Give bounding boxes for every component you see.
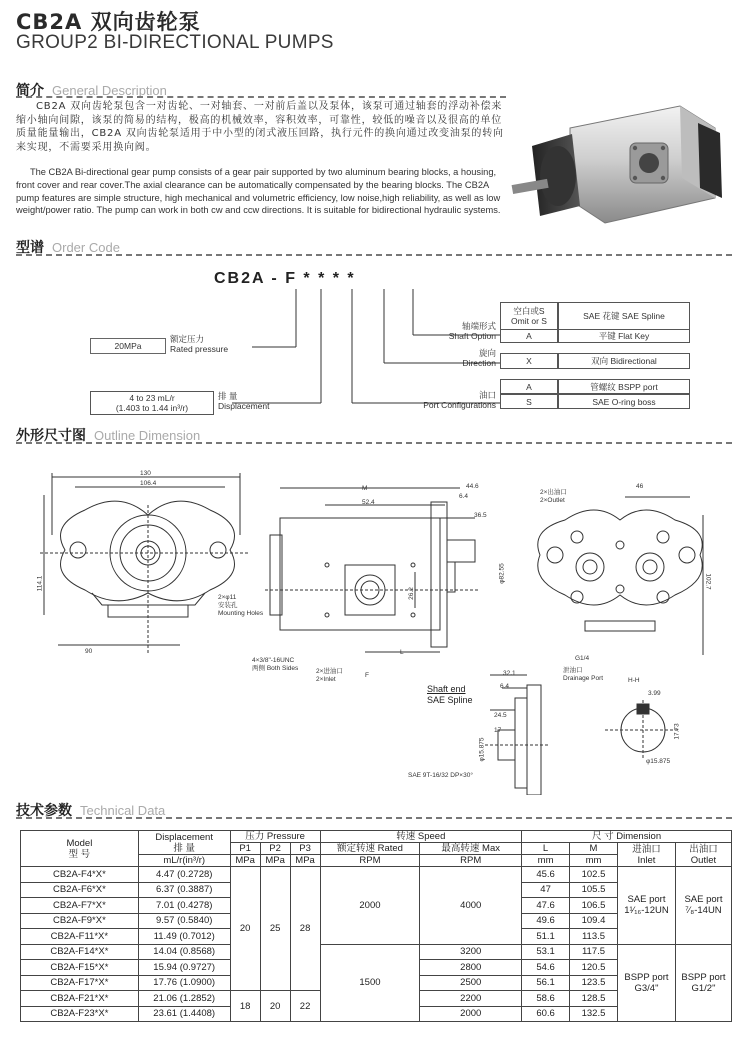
cell-rated-speed: 1500 xyxy=(320,944,420,1022)
side-view-drawing xyxy=(265,480,515,680)
cell-outlet xyxy=(675,944,731,1022)
inlet-type: SAE port xyxy=(627,894,666,906)
cell-model: CB2A-F6*X* xyxy=(21,882,139,898)
dim-24-5: 24.5 xyxy=(494,712,507,719)
inlet-label xyxy=(316,668,343,684)
shaft-code-label-en: Omit or S xyxy=(511,316,547,326)
th-disp xyxy=(138,831,230,855)
table-row xyxy=(21,867,732,883)
cell-dim-l: 49.6 xyxy=(522,913,570,929)
holes-size: 2×φ11 xyxy=(218,594,237,601)
cell-max-speed: 4000 xyxy=(420,867,522,945)
disp-range-ml: 4 to 23 mL/r xyxy=(129,393,175,403)
outlet-label xyxy=(540,489,567,505)
tech-table xyxy=(20,830,732,1022)
rotation-label-cn: 旋向 xyxy=(478,348,496,358)
outline-heading-cn: 外形尺寸图 xyxy=(16,428,86,444)
shaft-label-cn: 轴端形式 xyxy=(461,321,496,331)
displacement-value xyxy=(90,391,214,415)
cell-dim-m: 123.5 xyxy=(570,975,618,991)
cell-max-speed: 2200 xyxy=(420,991,522,1007)
port-s-desc: SAE O-ring boss xyxy=(558,394,690,409)
th-disp-unit: mL/r(in³/r) xyxy=(138,855,230,867)
dim-17-73: 17.73 xyxy=(673,723,681,740)
port-a-desc: 管螺纹 BSPP port xyxy=(558,379,690,394)
order-heading-cn: 型谱 xyxy=(16,240,44,256)
cell-inlet xyxy=(617,944,675,1022)
dim-phi-82: φ82.55 xyxy=(498,563,506,584)
cell-p1: 18 xyxy=(230,991,260,1022)
cell-dim-m: 102.5 xyxy=(570,867,618,883)
shaft-a-desc: 平键 Flat Key xyxy=(558,329,690,343)
th-dimension: 尺 寸 Dimension xyxy=(522,831,732,843)
pressure-value: 20MPa xyxy=(90,338,166,354)
holes-cn: 安装孔 xyxy=(218,602,238,609)
page-subtitle: GROUP2 BI-DIRECTIONAL PUMPS xyxy=(16,32,334,53)
sae-spline-spec: SAE 9T-16/32 DP×30° xyxy=(408,772,473,779)
th-mpa-1: MPa xyxy=(230,855,260,867)
cell-dim-l: 54.6 xyxy=(522,960,570,976)
drain-cn: 泄油口 xyxy=(563,667,583,674)
inlet-thread: G3/4" xyxy=(634,982,659,994)
dim-M: M xyxy=(362,485,368,492)
cell-model: CB2A-F17*X* xyxy=(21,975,139,991)
dim-32-1: 32.1 xyxy=(503,670,516,677)
dim-130: 130 xyxy=(140,470,151,477)
th-p3: P3 xyxy=(290,843,320,855)
inlet-type: BSPP port xyxy=(624,971,669,983)
cell-dim-l: 47.6 xyxy=(522,898,570,914)
dim-106: 106.4 xyxy=(140,480,157,487)
unc-size: 4×3/8"-16UNC xyxy=(252,657,295,664)
cell-p2: 20 xyxy=(260,991,290,1022)
inlet-thread: 1¹⁄₁₆-12UN xyxy=(624,905,669,917)
dim-6-4b: 6.4 xyxy=(500,683,510,690)
description-cn: CB2A 双向齿轮泵包含一对齿轮、一对轴套、一对前后盖以及泵体，该泵可通过轴套的浮动补偿来缩小轴向间隙，该泵的简易的结构，极高的机械效率，容积效率，可靠性，较低的噪音以及很高的单位质量能量输出，CB2A 双向齿轮泵适用于中小型的闭式液压回路，执行元件的换向通过改变油泵的转向来实现，不需要采用换向阀。 xyxy=(16,101,504,153)
th-max: 最高转速 Max xyxy=(420,843,522,855)
cell-dim-m: 132.5 xyxy=(570,1006,618,1022)
outlet-type: SAE port xyxy=(684,894,723,906)
dim-52-4: 52.4 xyxy=(362,499,375,506)
port-label xyxy=(400,390,496,410)
g14-label: G1/4 xyxy=(575,655,590,662)
drain-en: Drainage Port xyxy=(563,675,604,682)
th-l: L xyxy=(522,843,570,855)
th-inlet xyxy=(617,843,675,867)
rotation-label-en: Direction xyxy=(462,358,496,368)
displacement-label xyxy=(218,391,270,411)
shaft-code-label: 空白或S xyxy=(513,306,545,316)
outlet-en: 2×Outlet xyxy=(540,497,565,504)
cell-model: CB2A-F7*X* xyxy=(21,898,139,914)
displacement-label-cn: 排 量 xyxy=(218,391,238,401)
drain-label xyxy=(563,667,603,683)
th-disp-cn: 排 量 xyxy=(173,842,196,854)
dim-36-5: 36.5 xyxy=(474,512,487,519)
port-s-code: S xyxy=(500,394,558,409)
section-divider xyxy=(16,96,506,98)
port-a-code: A xyxy=(500,379,558,394)
th-m: M xyxy=(570,843,618,855)
th-rpm-max: RPM xyxy=(420,855,522,867)
tech-heading-en: Technical Data xyxy=(80,803,166,818)
outlet-cn: 2×出油口 xyxy=(540,489,567,496)
cell-dim-m: 128.5 xyxy=(570,991,618,1007)
th-inlet-cn: 进油口 xyxy=(632,843,661,855)
cell-dim-m: 106.5 xyxy=(570,898,618,914)
shaft-end-type: SAE Spline xyxy=(427,695,473,705)
cell-model: CB2A-F9*X* xyxy=(21,913,139,929)
th-rpm-rated: RPM xyxy=(320,855,420,867)
th-outlet-cn: 出油口 xyxy=(689,843,718,855)
general-heading-en: General Description xyxy=(52,83,167,98)
unc-en: Both Sides xyxy=(266,665,299,672)
cell-max-speed: 3200 xyxy=(420,944,522,960)
holes-en: Mounting Holes xyxy=(218,610,264,617)
shaft-a-code: A xyxy=(500,329,558,343)
cell-displacement: 7.01 (0.4278) xyxy=(138,898,230,914)
cell-rated-speed: 2000 xyxy=(320,867,420,945)
shaft-label-en: Shaft Option xyxy=(448,331,496,341)
dim-114: 114.1 xyxy=(36,575,44,592)
pump-photo xyxy=(510,88,735,248)
port-label-en: Port Configurations xyxy=(423,400,496,410)
cell-model: CB2A-F11*X* xyxy=(21,929,139,945)
th-speed: 转速 Speed xyxy=(320,831,522,843)
cell-dim-l: 58.6 xyxy=(522,991,570,1007)
th-inlet-en: Inlet xyxy=(637,854,656,866)
pressure-label xyxy=(170,334,228,354)
dim-3-99: 3.99 xyxy=(648,690,661,697)
cell-p3: 22 xyxy=(290,991,320,1022)
rot-desc: 双向 Bidirectional xyxy=(558,353,690,369)
outlet-thread: G1/2" xyxy=(691,982,716,994)
cell-max-speed: 2500 xyxy=(420,975,522,991)
unc-label xyxy=(252,657,298,673)
cell-displacement: 14.04 (0.8568) xyxy=(138,944,230,960)
th-p1: P1 xyxy=(230,843,260,855)
cell-displacement: 21.06 (1.2852) xyxy=(138,991,230,1007)
mounting-holes-label xyxy=(218,594,263,618)
cell-dim-m: 105.5 xyxy=(570,882,618,898)
dim-L: L xyxy=(400,649,404,656)
th-disp-en: Displacement xyxy=(155,831,213,843)
cell-displacement: 15.94 (0.9727) xyxy=(138,960,230,976)
section-divider xyxy=(16,254,732,256)
dim-102-7: 102.7 xyxy=(704,573,712,590)
cell-dim-l: 53.1 xyxy=(522,944,570,960)
inlet-cn: 2×进油口 xyxy=(316,668,343,675)
cell-p2: 25 xyxy=(260,867,290,991)
general-heading-cn: 简介 xyxy=(16,83,44,99)
cell-model: CB2A-F15*X* xyxy=(21,960,139,976)
cell-displacement: 17.76 (1.0900) xyxy=(138,975,230,991)
cell-dim-l: 56.1 xyxy=(522,975,570,991)
front-view-drawing xyxy=(30,465,260,675)
th-rated: 额定转速 Rated xyxy=(320,843,420,855)
outline-heading-en: Outline Dimension xyxy=(94,428,201,443)
cell-displacement: 11.49 (0.7012) xyxy=(138,929,230,945)
section-divider xyxy=(16,442,732,444)
dim-44-6: 44.6 xyxy=(466,483,479,490)
cell-model: CB2A-F23*X* xyxy=(21,1006,139,1022)
order-code: CB2A - F * * * * xyxy=(214,270,356,287)
cell-displacement: 6.37 (0.3887) xyxy=(138,882,230,898)
table-row xyxy=(21,944,732,960)
dim-F: F xyxy=(365,672,369,679)
cell-dim-m: 113.5 xyxy=(570,929,618,945)
shaft-spline-desc: SAE 花键 SAE Spline xyxy=(558,302,690,330)
rotation-label xyxy=(436,348,496,368)
cell-dim-l: 51.1 xyxy=(522,929,570,945)
cell-model: CB2A-F4*X* xyxy=(21,867,139,883)
cell-dim-m: 117.5 xyxy=(570,944,618,960)
th-p2: P2 xyxy=(260,843,290,855)
th-model xyxy=(21,831,139,867)
dim-17: 17 xyxy=(494,727,502,734)
cell-dim-m: 120.5 xyxy=(570,960,618,976)
cell-outlet xyxy=(675,867,731,945)
cell-p3: 28 xyxy=(290,867,320,991)
dim-26-2: 26.2 xyxy=(407,587,415,600)
dim-46: 46 xyxy=(636,483,644,490)
th-mm-l: mm xyxy=(522,855,570,867)
page-title: CB2A 双向齿轮泵 xyxy=(16,10,201,34)
pressure-label-cn: 额定压力 xyxy=(170,334,205,344)
dim-phi-15-875: φ15.875 xyxy=(478,737,486,762)
th-outlet-en: Outlet xyxy=(690,854,717,866)
rot-code: X xyxy=(500,353,558,369)
dim-phi-15-875b: φ15.875 xyxy=(646,758,671,765)
th-mm-m: mm xyxy=(570,855,618,867)
section-hh-label: H-H xyxy=(628,677,640,684)
cell-model: CB2A-F21*X* xyxy=(21,991,139,1007)
th-mpa-2: MPa xyxy=(260,855,290,867)
dim-90: 90 xyxy=(85,648,93,655)
cell-p1: 20 xyxy=(230,867,260,991)
th-model-en: Model xyxy=(66,837,93,849)
pressure-label-en: Rated pressure xyxy=(170,344,229,354)
outlet-type: BSPP port xyxy=(681,971,726,983)
cell-dim-m: 109.4 xyxy=(570,913,618,929)
tech-heading-cn: 技术参数 xyxy=(16,803,72,819)
section-divider xyxy=(16,817,732,819)
cell-displacement: 23.61 (1.4408) xyxy=(138,1006,230,1022)
dim-6-4: 6.4 xyxy=(459,493,469,500)
cell-max-speed: 2000 xyxy=(420,1006,522,1022)
cell-displacement: 9.57 (0.5840) xyxy=(138,913,230,929)
inlet-en: 2×Inlet xyxy=(316,676,336,683)
cell-dim-l: 45.6 xyxy=(522,867,570,883)
th-pressure: 压力 Pressure xyxy=(230,831,320,843)
displacement-label-en: Displacement xyxy=(218,401,270,411)
cell-displacement: 4.47 (0.2728) xyxy=(138,867,230,883)
shaft-code-header xyxy=(500,302,558,330)
cell-max-speed: 2800 xyxy=(420,960,522,976)
th-mpa-3: MPa xyxy=(290,855,320,867)
order-heading-en: Order Code xyxy=(52,240,120,255)
unc-cn: 两侧 xyxy=(252,665,265,672)
port-label-cn: 油口 xyxy=(478,390,496,400)
outlet-thread: ⁷⁄₈-14UN xyxy=(685,905,722,917)
rear-view-drawing xyxy=(525,485,725,675)
cell-inlet xyxy=(617,867,675,945)
shaft-end-title: Shaft end xyxy=(427,684,466,694)
shaft-label xyxy=(436,321,496,341)
cell-model: CB2A-F14*X* xyxy=(21,944,139,960)
th-model-cn: 型 号 xyxy=(68,848,91,860)
disp-range-in: (1.403 to 1.44 in³/r) xyxy=(115,403,189,413)
cell-dim-l: 47 xyxy=(522,882,570,898)
th-outlet xyxy=(675,843,731,867)
cell-dim-l: 60.6 xyxy=(522,1006,570,1022)
description-en: The CB2A Bi-directional gear pump consists of a gear pair supported by two aluminum bearing blocks, a housing, front cover and rear cover.The axial clearance can be automatically compensated by the bearing blocks. The CB2A pump features are simple structure, high mechanical and volumetric efficiency, low noise,high reliability, as well as low weight/power ratio. The pump can work in both cw and ccw directions. It is suitable for bidirectional hydraulic systems. xyxy=(16,167,501,216)
